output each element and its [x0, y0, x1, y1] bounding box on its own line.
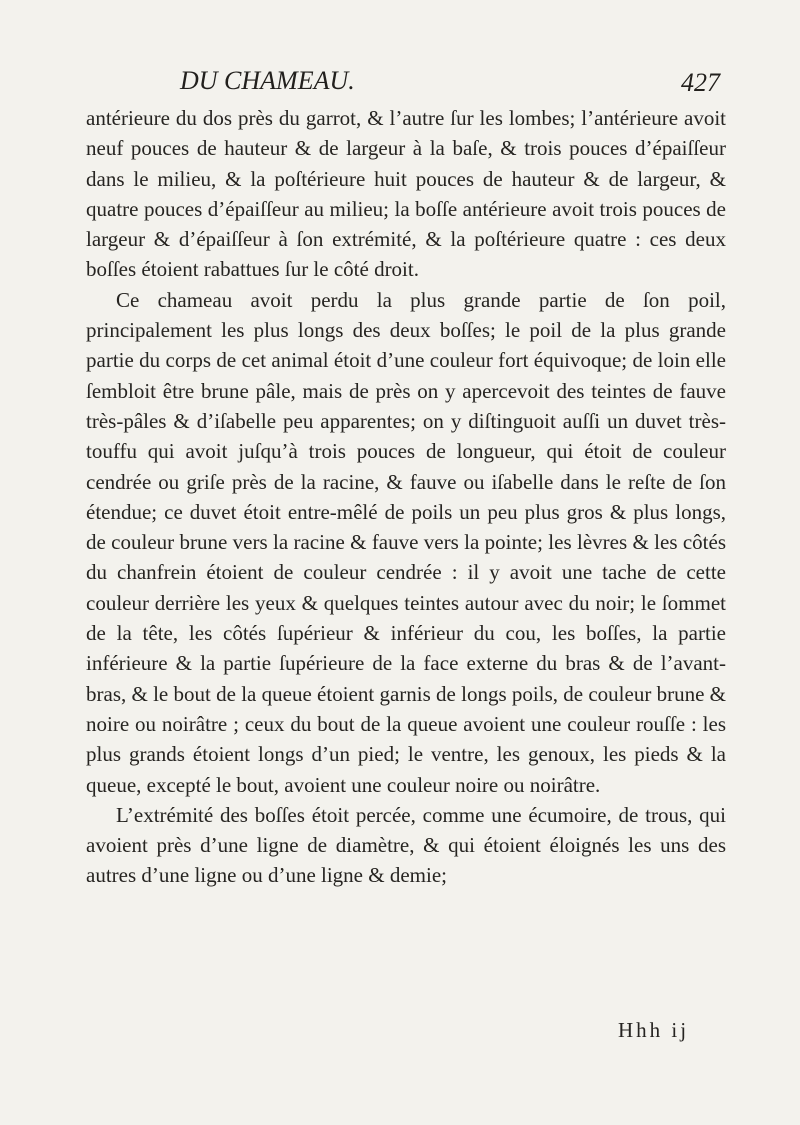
paragraph-hair-description: Ce chameau avoit perdu la plus grande partie de ſon poil, principalement les plus longs des deux boſſes; le poil de la plus grande partie du corps de cet animal étoit d’une couleur fort équivoque; de loin elle ſembloit être brune pâle, mais de près on y apercevoit des teintes de fauve très-pâles & d’iſabelle peu apparentes; on y diſtinguoit auſſi un duvet très-touffu qui avoit juſqu’à trois pouces de longueur, qui étoit de couleur cendrée ou griſe près de la racine, & fauve ou iſabelle dans le reſte de ſon étendue; ce duvet étoit entre-mêlé de poils un peu plus gros & plus longs, de couleur brune vers la racine & fauve vers la pointe; les lèvres & les côtés du chanfrein étoient de couleur cendrée : il y avoit une tache de cette couleur derrière les yeux & quelques teintes autour avec du noir; le ſommet de la tête, les côtés ſupérieur & inférieur du cou, les boſſes, la partie inférieure & la partie ſupérieure de la face externe du bras & de l’avant-bras, & le bout de la queue étoient garnis de longs poils, de couleur brune & noire ou noirâtre ; ceux du bout de la queue avoient une couleur rouſſe : les plus grands étoient longs d’un pied; le ventre, les genoux, les pieds & la queue, excepté le bout, avoient une couleur noire ou noirâtre. — [86, 287, 726, 797]
page-number: 427 — [681, 68, 720, 97]
running-head — [180, 66, 720, 102]
body-text — [86, 103, 726, 891]
paragraph-continuation: antérieure du dos près du garrot, & l’autre ſur les lombes; l’antérieure avoit neuf pouces de hauteur & de largeur à la baſe, & trois pouces d’épaiſſeur dans le milieu, & la poſtérieure huit pouces de hauteur & de largeur, & quatre pouces d’épaiſſeur au milieu; la boſſe antérieure avoit trois pouces de largeur & d’épaiſſeur à ſon extrémité, & la poſtérieure quatre : ces deux boſſes étoient rabattues ſur le côté droit. — [86, 106, 726, 282]
paragraph-hump-extremity: L’extrémité des boſſes étoit percée, comme une écumoire, de trous, qui avoient près d’une ligne de diamètre, & qui étoient éloignés les uns des autres d’une ligne ou d’une ligne & demie; — [86, 802, 726, 888]
running-title: DU CHAMEAU. — [180, 66, 355, 95]
signature-mark: Hhh ij — [618, 1018, 690, 1042]
